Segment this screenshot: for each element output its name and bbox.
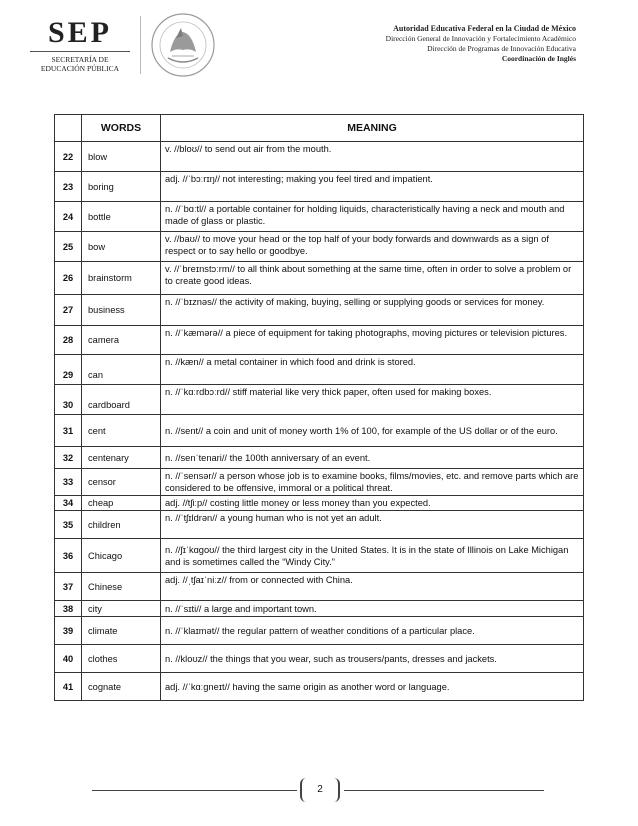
row-word: centenary [82,447,161,469]
row-number: 28 [55,326,82,355]
row-word: brainstorm [82,262,161,295]
sep-logo-text: SEP [47,16,113,49]
table-row [55,447,584,469]
row-number: 41 [55,673,82,701]
row-word: children [82,511,161,539]
header-number-cell [55,115,82,142]
header-meaning: MEANING [161,115,584,142]
row-meaning: adj. //ˌtʃaɪˈniːz// from or connected with China. [161,573,584,601]
footer-rule-left [92,790,297,791]
header-words: WORDS [82,115,161,142]
header-divider [140,16,141,74]
table-row [55,385,584,415]
row-meaning: n. //ˈsensər// a person whose job is to examine books, films/movies, etc. and remove parts which are considered to be offensive, immoral or a political threat. [161,469,584,496]
row-meaning: n. //ˈkɑːrdbɔːrd// stiff material like very thick paper, often used for making boxes. [161,385,584,415]
row-number: 39 [55,617,82,645]
table-row [55,496,584,511]
row-number: 40 [55,645,82,673]
table-row [55,469,584,496]
table-row [55,142,584,172]
row-number: 30 [55,385,82,415]
sep-logo-rule [30,51,130,52]
row-number: 34 [55,496,82,511]
row-meaning: adj. //ˈkɑːɡneɪt// having the same origin as another word or language. [161,673,584,701]
row-word: business [82,295,161,326]
row-meaning: n. //ˈbɪznəs// the activity of making, buying, selling or supplying goods or services for money. [161,295,584,326]
institution-line-4: Coordinación de Inglés [501,54,576,63]
row-word: can [82,355,161,385]
row-meaning: v. //ˈbreɪnstɔːrm// to all think about something at the same time, often in order to solve a problem or to create good ideas. [161,262,584,295]
row-word: blow [82,142,161,172]
institution-header [386,24,576,64]
row-meaning: n. //ˈklaɪmət// the regular pattern of weather conditions of a particular place. [161,617,584,645]
row-meaning: n. //ˈbɑːtl// a portable container for holding liquids, characteristically having a neck and mouth and made of glass or plastic. [161,202,584,232]
row-number: 25 [55,232,82,262]
row-word: climate [82,617,161,645]
row-meaning: n. //kæn// a metal container in which food and drink is stored. [161,355,584,385]
row-meaning: adj. //tʃiːp// costing little money or less money than you expected. [161,496,584,511]
row-word: city [82,601,161,617]
row-meaning: n. //ˈtʃɪldrən// a young human who is not yet an adult. [161,511,584,539]
table-row [55,601,584,617]
row-number: 26 [55,262,82,295]
row-word: bottle [82,202,161,232]
table-row [55,262,584,295]
row-word: Chinese [82,573,161,601]
row-meaning: n. //ʃɪˈkɑgoʊ// the third largest city in the United States. It is in the state of Illinois on Lake Michigan and is sometimes called the “Windy City.” [161,539,584,573]
table-row [55,172,584,202]
vocabulary-table [54,114,584,701]
row-meaning: n. //kloʊz// the things that you wear, such as trousers/pants, dresses and jackets. [161,645,584,673]
row-word: bow [82,232,161,262]
row-word: clothes [82,645,161,673]
row-number: 35 [55,511,82,539]
row-number: 22 [55,142,82,172]
row-word: cheap [82,496,161,511]
row-word: boring [82,172,161,202]
row-number: 31 [55,415,82,447]
institution-line-2: Dirección General de Innovación y Fortalecimiento Académico [385,34,576,43]
table-row [55,232,584,262]
row-number: 27 [55,295,82,326]
row-number: 23 [55,172,82,202]
sep-logo [30,18,130,73]
row-word: cognate [82,673,161,701]
row-meaning: adj. //ˈbɔːrɪŋ// not interesting; making you feel tired and impatient. [161,172,584,202]
row-number: 37 [55,573,82,601]
row-meaning: n. //senˈtenari// the 100th anniversary of an event. [161,447,584,469]
row-word: Chicago [82,539,161,573]
table-row [55,511,584,539]
table-row [55,539,584,573]
row-meaning: v. //baʊ// to move your head or the top half of your body forwards and downwards as a sign of respect or to say hello or goodbye. [161,232,584,262]
row-number: 38 [55,601,82,617]
row-number: 36 [55,539,82,573]
row-word: censor [82,469,161,496]
row-meaning: n. //sent// a coin and unit of money worth 1% of 100, for example of the US dollar or of the euro. [161,415,584,447]
row-word: cent [82,415,161,447]
row-meaning: v. //bloʊ// to send out air from the mouth. [161,142,584,172]
institution-line-1: Autoridad Educativa Federal en la Ciudad de México [393,24,576,33]
row-number: 24 [55,202,82,232]
row-meaning: n. //ˈkæmərə// a piece of equipment for taking photographs, moving pictures or television pictures. [161,326,584,355]
table-row [55,645,584,673]
footer-rule-right [344,790,544,791]
table-header-row [55,115,584,142]
row-number: 29 [55,355,82,385]
row-number: 33 [55,469,82,496]
table-row [55,295,584,326]
row-word: cardboard [82,385,161,415]
page-number: 2 [300,778,340,802]
table-row [55,326,584,355]
table-row [55,573,584,601]
institution-line-3: Dirección de Programas de Innovación Educativa [427,44,576,53]
national-seal-icon [150,12,216,78]
sep-logo-subtitle-1: SECRETARÍA DE [51,55,109,64]
table-row [55,202,584,232]
row-word: camera [82,326,161,355]
table-row [55,415,584,447]
table-row [55,355,584,385]
row-meaning: n. //ˈsɪti// a large and important town. [161,601,584,617]
table-row [55,673,584,701]
sep-logo-subtitle-2: EDUCACIÓN PÚBLICA [40,64,120,73]
table-row [55,617,584,645]
row-number: 32 [55,447,82,469]
